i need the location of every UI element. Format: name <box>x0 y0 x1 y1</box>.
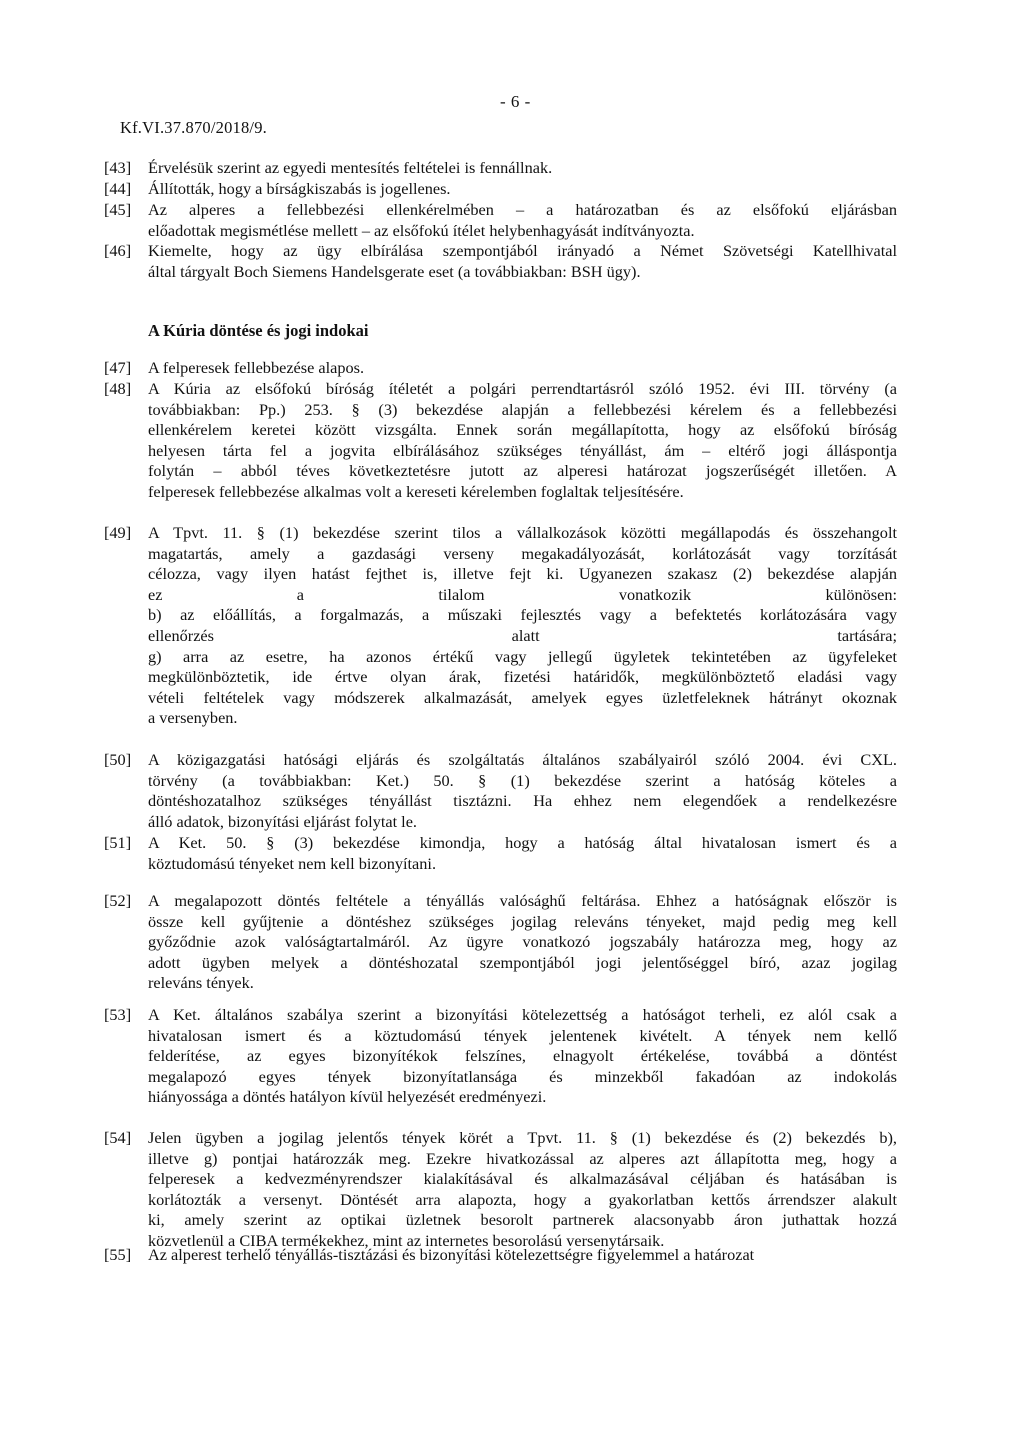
paragraph-text <box>148 523 897 729</box>
text-line: álló adatok, bizonyítási eljárást folytat le. <box>148 811 418 831</box>
text-line: Az alperest terhelő tényállás-tisztázási és bizonyítási kötelezettségre figyelemmel a határozat <box>148 1245 755 1264</box>
paragraph-text <box>148 750 897 832</box>
paragraph <box>104 523 897 729</box>
paragraph-number: [45] <box>104 200 132 219</box>
text-line: ellenkérelem keretei között vizsgálta. Ennek során megállapította, hogy az elsőfokú bíróság <box>148 420 897 440</box>
text-line: g) arra az esetre, ha azonos értékű vagy jellegű ügyletek tekintetében az ügyfeleket <box>148 646 897 666</box>
text-line: Kiemelte, hogy az ügy elbírálása szempontjából irányadó a Német Szövetségi Katellhivatal <box>148 241 897 260</box>
text-line: köztudomású tényeket nem kell bizonyítani. <box>148 853 437 873</box>
paragraph <box>104 379 897 503</box>
paragraph-number: [48] <box>104 379 132 398</box>
text-line: döntéshozatalhoz szükséges tényállást tisztázni. Ha ehhez nem elegendőek a rendelkezésre <box>148 791 897 811</box>
paragraph-text <box>148 179 897 200</box>
text-line: ez a tilalom vonatkozik különösen: <box>148 584 897 604</box>
text-line: A közigazgatási hatósági eljárás és szolgáltatás általános szabályairól szóló 2004. évi CXL. <box>148 750 897 769</box>
paragraph-number: [53] <box>104 1005 132 1024</box>
paragraph <box>104 200 897 241</box>
text-line: A Ket. 50. § (3) bekezdése kimondja, hogy a hatóság által hivatalosan ismert és a <box>148 833 897 852</box>
paragraph-text <box>148 241 897 282</box>
text-line: A Ket. általános szabálya szerint a bizonyítási kötelezettség a hatóságot terheli, ez alól csak a <box>148 1005 897 1024</box>
text-line: A Tpvt. 11. § (1) bekezdése szerint tilos a vállalkozások közötti megállapodás és összehangolt <box>148 523 897 542</box>
paragraph-text <box>148 1245 897 1266</box>
text-line: vételi feltételek vagy módszerek alkalmazását, amelyek egyes üzletfeleknek hátrányt okoznak <box>148 687 897 707</box>
paragraph <box>104 750 897 832</box>
text-line: Érvelésük szerint az egyedi mentesítés feltételei is fennállnak. <box>148 158 553 177</box>
text-line: a versenyben. <box>148 708 238 728</box>
text-line: közvetlenül a CIBA termékekhez, mint az internetes besorolású versenytársaik. <box>148 1230 665 1250</box>
text-line: győződnie azok valóságtartalmáról. Az ügyre vonatkozó jogszabály határozza meg, hogy az <box>148 932 897 952</box>
text-line: Az alperes a fellebbezési ellenkérelmében – a határozatban és az elsőfokú eljárásban <box>148 200 897 219</box>
section-title: A Kúria döntése és jogi indokai <box>148 321 369 340</box>
paragraph <box>104 833 897 874</box>
page-number: - 6 - <box>500 92 531 111</box>
paragraph <box>104 241 897 282</box>
text-line: össze kell gyűjtenie a döntéshez szükséges jogilag releváns tényeket, majd pedig meg kell <box>148 911 897 931</box>
paragraph-number: [49] <box>104 523 132 542</box>
text-line: b) az előállítás, a forgalmazás, a műszaki fejlesztés vagy a befektetés korlátozására vagy <box>148 605 897 625</box>
paragraph <box>104 1245 897 1266</box>
paragraph-text <box>148 358 897 379</box>
case-number: Kf.VI.37.870/2018/9. <box>120 118 267 137</box>
paragraph-text <box>148 833 897 874</box>
text-line: magatartás, amely a gazdasági verseny megakadályozását, korlátozását vagy torzítását <box>148 543 897 563</box>
paragraph <box>104 891 897 994</box>
text-line: által tárgyalt Boch Siemens Handelsgerate eset (a továbbiakban: BSH ügy). <box>148 261 641 281</box>
text-line: korlátozták a versenyt. Döntését arra alapozta, hogy a gyakorlatban kettős árrendszer alakult <box>148 1189 897 1209</box>
text-line: A Kúria az elsőfokú bíróság ítéletét a polgári perrendtartásról szóló 1952. évi III. törvény (a <box>148 379 897 398</box>
paragraph-number: [46] <box>104 241 132 260</box>
paragraph-text <box>148 891 897 994</box>
text-line: hiányossága a döntés hatályon kívül helyezését eredményezi. <box>148 1087 547 1107</box>
paragraph-text <box>148 158 897 179</box>
paragraph-text <box>148 1128 897 1252</box>
paragraph-text <box>148 200 897 241</box>
text-line: felperesek a kedvezményrendszer kialakításával és alkalmazásával céljában és hatásában is <box>148 1169 897 1189</box>
text-line: felperesek fellebbezése alkalmas volt a kereseti kérelemben foglaltak teljesítésére. <box>148 481 684 501</box>
text-line: folytán – abból téves következtetésre jutott az alperesi határozat jogszerűségét illetően. A <box>148 461 897 481</box>
text-line: megkülönböztetik, ide értve olyan árak, fizetési határidők, megkülönböztető eladási vagy <box>148 667 897 687</box>
paragraph-number: [43] <box>104 158 132 177</box>
text-line: törvény (a továbbiakban: Ket.) 50. § (1) bekezdése szerint a hatóság köteles a <box>148 770 897 790</box>
paragraph-number: [44] <box>104 179 132 198</box>
text-line: megalapozó egyes tények bizonyítatlansága és minzekből fakadóan az indokolás <box>148 1066 897 1086</box>
text-line: ki, amely szerint az optikai üzletnek besorolt partnerek alacsonyabb áron juthattak hozzá <box>148 1210 897 1230</box>
paragraph-number: [50] <box>104 750 132 769</box>
text-line: hivatalosan ismert és a köztudomású tények jelentenek kivételt. A tények nem kellő <box>148 1025 897 1045</box>
paragraph-text <box>148 379 897 503</box>
text-line: felderítése, az egyes bizonyítékok felszínes, elnagyolt értékelése, továbbá a döntést <box>148 1046 897 1066</box>
paragraph <box>104 179 897 200</box>
text-line: továbbiakban: Pp.) 253. § (3) bekezdése alapján a fellebbezési kérelem és a fellebbezési <box>148 399 897 419</box>
text-line: illetve g) pontjai határozzák meg. Ezekre hivatkozással az alperes azt állapította meg, hogy a <box>148 1148 897 1168</box>
paragraph-number: [54] <box>104 1128 132 1147</box>
text-line: A megalapozott döntés feltétele a tényállás valósághű feltárása. Ehhez a hatóságnak először is <box>148 891 897 910</box>
paragraph <box>104 158 897 179</box>
text-line: helyesen tárta fel a jogvita elbírálásához szükséges tényállást, ám – eltérő jogi álláspontja <box>148 440 897 460</box>
text-line: előadottak megismétlése mellett – az elsőfokú ítélet helybenhagyását indítványozta. <box>148 220 695 240</box>
text-line: célozza, vagy ilyen hatást fejthet is, illetve fejt ki. Ugyanezen szakasz (2) bekezdése alapján <box>148 564 897 584</box>
paragraph-text <box>148 1005 897 1108</box>
text-line: adott ügyben melyek a döntéshozatal szempontjából jogi jelentőséggel bíró, azaz jogilag <box>148 952 897 972</box>
paragraph <box>104 1128 897 1252</box>
text-line: ellenőrzés alatt tartására; <box>148 625 897 645</box>
paragraph-number: [51] <box>104 833 132 852</box>
paragraph <box>104 358 897 379</box>
paragraph-number: [55] <box>104 1245 132 1264</box>
text-line: Jelen ügyben a jogilag jelentős tények körét a Tpvt. 11. § (1) bekezdése és (2) bekezdés b), <box>148 1128 897 1147</box>
paragraph-number: [52] <box>104 891 132 910</box>
text-line: A felperesek fellebbezése alapos. <box>148 358 365 377</box>
text-line: releváns tények. <box>148 973 254 993</box>
paragraph <box>104 1005 897 1108</box>
text-line: Állították, hogy a bírságkiszabás is jogellenes. <box>148 179 451 198</box>
paragraph-number: [47] <box>104 358 132 377</box>
